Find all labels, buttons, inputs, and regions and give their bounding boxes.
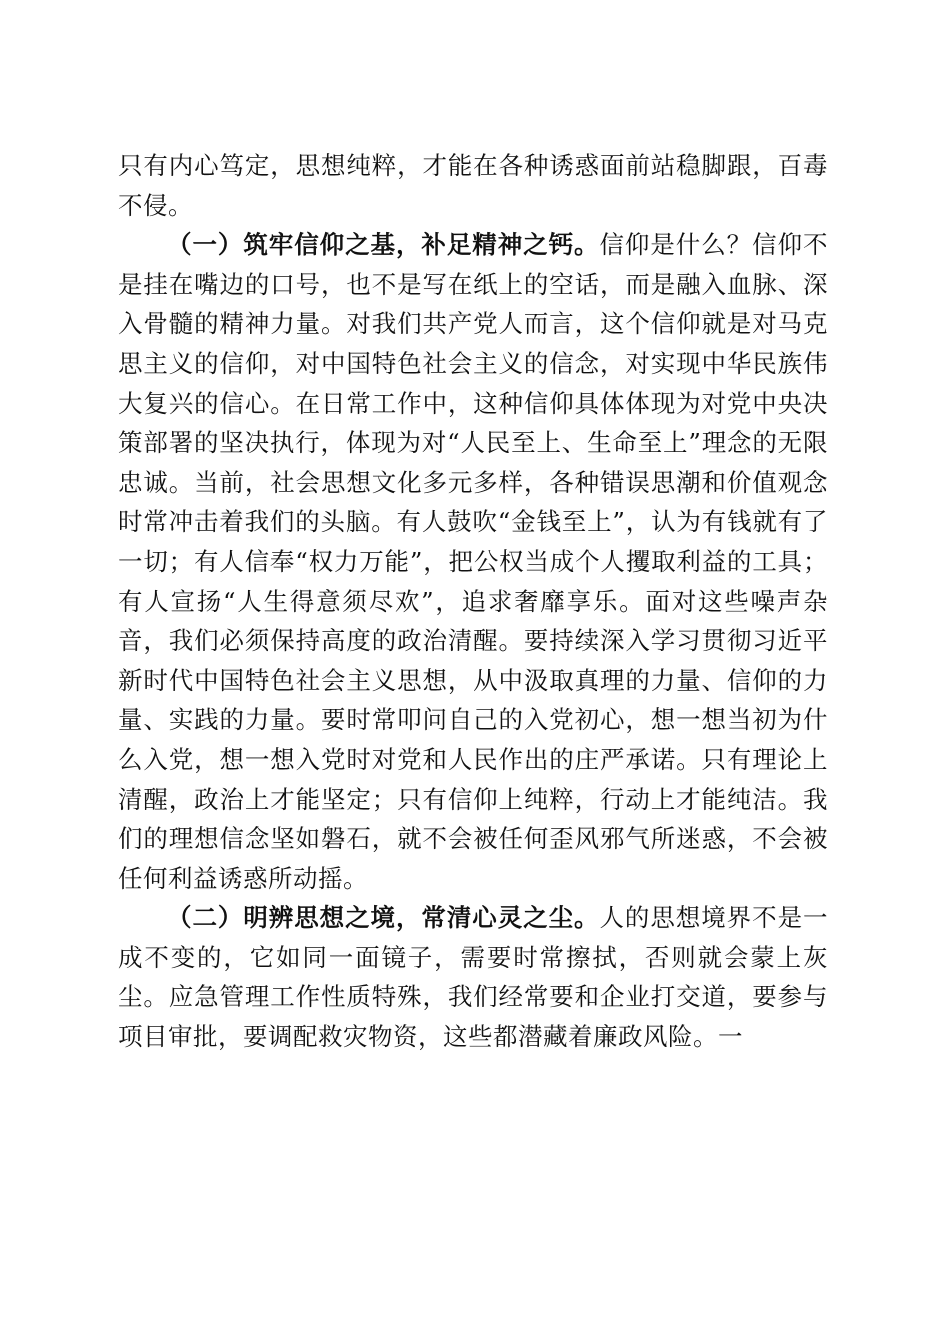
paragraph-section-1 [118,225,828,898]
paragraph-intro: 只有内心笃定，思想纯粹，才能在各种诱惑面前站稳脚跟，百毒不侵。 [118,151,828,220]
section-1-body: 信仰是什么？信仰不是挂在嘴边的口号，也不是写在纸上的空话，而是融入血脉、深入骨髓的精神力量。对我们共产党人而言，这个信仰就是对马克思主义的信仰，对中国特色社会主义的信念，对实现中华民族伟大复兴的信心。在日常工作中，这种信仰具体体现为对党中央决策部署的坚决执行，体现为对“人民至上、生命至上”理念的无限忠诚。当前，社会思想文化多元多样，各种错误思潮和价值观念时常冲击着我们的头脑。有人鼓吹“金钱至上”，认为有钱就有了一切；有人信奉“权力万能”，把公权当成个人攫取利益的工具；有人宣扬“人生得意须尽欢”，追求奢靡享乐。面对这些噪声杂音，我们必须保持高度的政治清醒。要持续深入学习贯彻习近平新时代中国特色社会主义思想，从中汲取真理的力量、信仰的力量、实践的力量。要时常叩问自己的入党初心，想一想当初为什么入党，想一想入党时对党和人民作出的庄严承诺。只有理论上清醒，政治上才能坚定；只有信仰上纯粹，行动上才能纯洁。我们的理想信念坚如磐石，就不会被任何歪风邪气所迷惑，不会被任何利益诱惑所动摇。 [118,230,829,893]
section-2-heading: （二）明辨思想之境，常清心灵之尘。 [167,903,600,933]
document-body [118,146,828,1057]
section-1-heading: （一）筑牢信仰之基，补足精神之钙。 [167,230,600,260]
paragraph-section-2 [118,898,828,1056]
section-2-body: 人的思想境界不是一成不变的，它如同一面镜子，需要时常擦拭，否则就会蒙上灰尘。应急管理工作性质特殊，我们经常要和企业打交道，要参与项目审批，要调配救灾物资，这些都潜藏着廉政风险。一 [118,903,829,1052]
